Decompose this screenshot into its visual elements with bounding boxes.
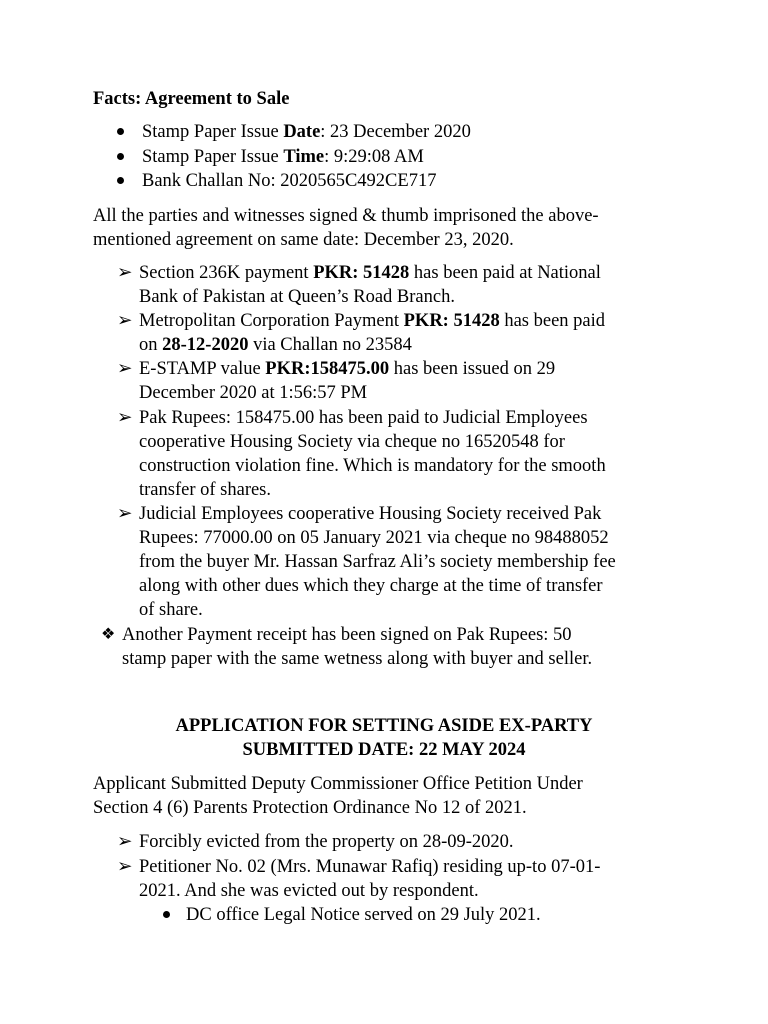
payment-item-membership-line-5: of share. [139, 600, 203, 620]
facts-paragraph-line-1: All the parties and witnesses signed & thumb imprisoned the above- [93, 206, 599, 226]
payment-item-fine-line-2: cooperative Housing Society via cheque no 16520548 for [139, 432, 565, 452]
payment-item-fine-line-4: transfer of shares. [139, 480, 272, 500]
payment-item-estamp-line-1: E-STAMP value PKR:158475.00 has been issued on 29 [139, 359, 556, 379]
facts-bullet-time: Stamp Paper Issue Time: 9:29:08 AM [142, 147, 424, 167]
application-paragraph-line-1: Applicant Submitted Deputy Commissioner Office Petition Under [93, 774, 583, 794]
payment-item-membership-line-1: Judicial Employees cooperative Housing Society received Pak [139, 504, 602, 524]
diamond-bullet-icon: ❖ [101, 626, 116, 643]
arrow-bullet-icon: ➢ [117, 504, 133, 524]
application-submitted-date: SUBMITTED DATE: 22 MAY 2024 [242, 740, 526, 760]
arrow-bullet-icon: ➢ [117, 857, 133, 877]
arrow-bullet-icon: ➢ [117, 359, 133, 379]
payment-item-metropolitan-line-1: Metropolitan Corporation Payment PKR: 51428 has been paid [139, 311, 606, 331]
bullet-icon [163, 911, 170, 918]
payment-item-membership-line-3: from the buyer Mr. Hassan Sarfraz Ali’s society membership fee [139, 552, 616, 572]
receipt-item-line-1: Another Payment receipt has been signed on Pak Rupees: 50 [122, 625, 572, 645]
eviction-item: Forcibly evicted from the property on 28-09-2020. [139, 832, 514, 852]
arrow-bullet-icon: ➢ [117, 832, 133, 852]
bullet-icon [117, 177, 124, 184]
legal-notice-item: DC office Legal Notice served on 29 July 2021. [186, 905, 541, 925]
payment-item-membership-line-2: Rupees: 77000.00 on 05 January 2021 via cheque no 98488052 [139, 528, 609, 548]
payment-item-fine-line-1: Pak Rupees: 158475.00 has been paid to Judicial Employees [139, 408, 588, 428]
receipt-item-line-2: stamp paper with the same wetness along with buyer and seller. [122, 649, 593, 669]
facts-paragraph-line-2: mentioned agreement on same date: December 23, 2020. [93, 230, 514, 250]
bullet-icon [117, 128, 124, 135]
application-heading: APPLICATION FOR SETTING ASIDE EX-PARTY [175, 716, 593, 736]
bullet-icon [117, 153, 124, 160]
facts-bullet-date: Stamp Paper Issue Date: 23 December 2020 [142, 122, 471, 142]
application-paragraph-line-2: Section 4 (6) Parents Protection Ordinance No 12 of 2021. [93, 798, 527, 818]
payment-item-metropolitan-line-2: on 28-12-2020 via Challan no 23584 [139, 335, 412, 355]
arrow-bullet-icon: ➢ [117, 263, 133, 283]
arrow-bullet-icon: ➢ [117, 408, 133, 428]
payment-item-membership-line-4: along with other dues which they charge at the time of transfer [139, 576, 603, 596]
payment-item-fine-line-3: construction violation fine. Which is mandatory for the smooth [139, 456, 606, 476]
payment-item-estamp-line-2: December 2020 at 1:56:57 PM [139, 383, 368, 403]
petitioner-item-line-1: Petitioner No. 02 (Mrs. Munawar Rafiq) residing up-to 07-01- [139, 857, 601, 877]
payment-item-236k-line-2: Bank of Pakistan at Queen’s Road Branch. [139, 287, 455, 307]
payment-item-236k-line-1: Section 236K payment PKR: 51428 has been paid at National [139, 263, 601, 283]
petitioner-item-line-2: 2021. And she was evicted out by respondent. [139, 881, 479, 901]
facts-heading: Facts: Agreement to Sale [93, 89, 290, 109]
arrow-bullet-icon: ➢ [117, 311, 133, 331]
facts-bullet-challan: Bank Challan No: 2020565C492CE717 [142, 171, 437, 191]
